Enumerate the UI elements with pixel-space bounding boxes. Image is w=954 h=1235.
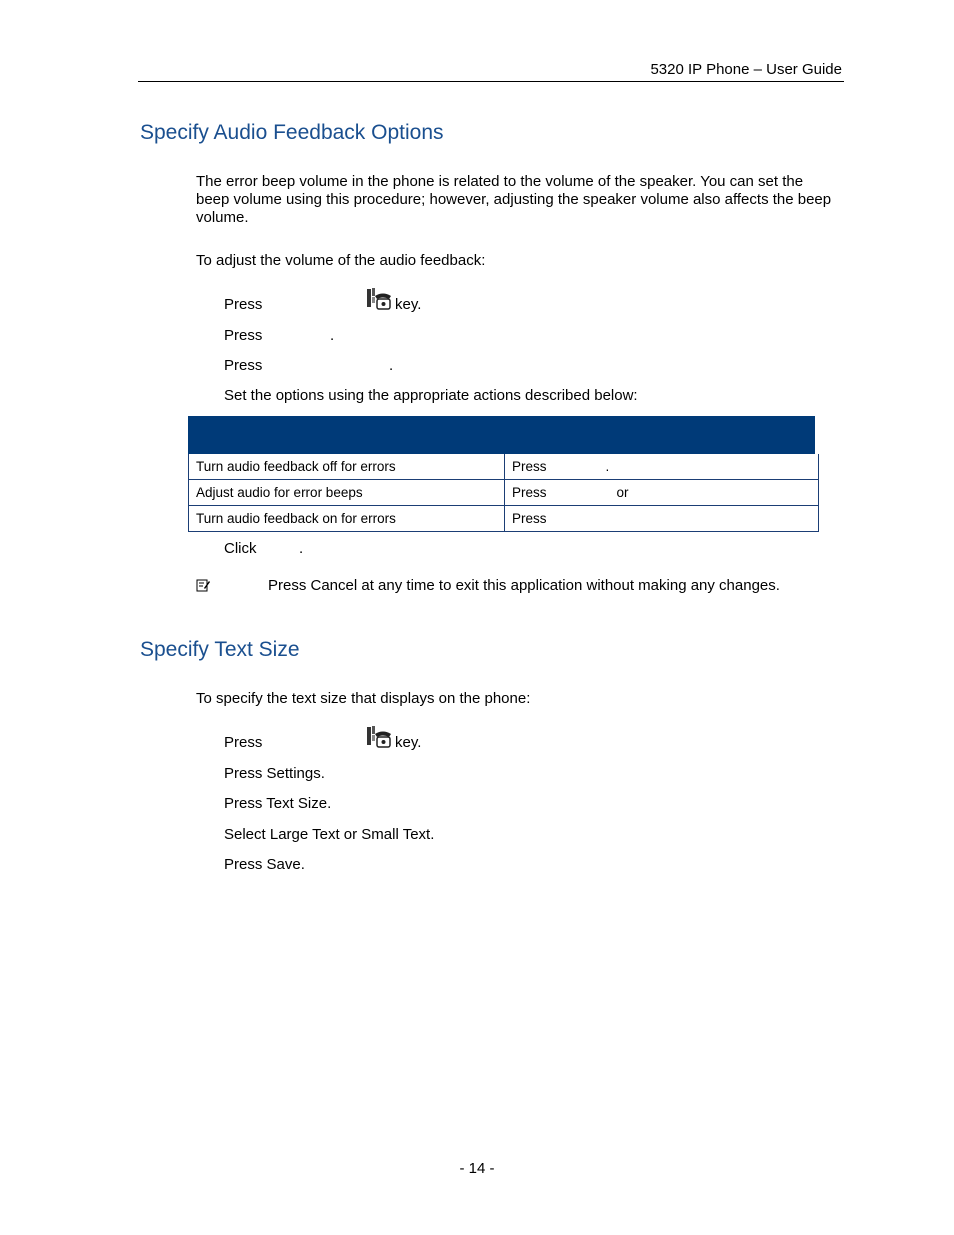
audio-feedback-intro: To adjust the volume of the audio feedback: bbox=[196, 252, 486, 269]
option-cell: Turn audio feedback off for errors bbox=[189, 454, 505, 480]
header-divider bbox=[138, 81, 844, 82]
table-header-cell bbox=[505, 417, 819, 454]
action-cell bbox=[505, 480, 819, 506]
step-3-period: . bbox=[389, 357, 394, 374]
step-2-press: Press bbox=[224, 327, 263, 344]
text-size-intro: To specify the text size that displays on the phone: bbox=[196, 690, 531, 707]
section-heading-text-size: Specify Text Size bbox=[140, 638, 300, 661]
table-row bbox=[189, 506, 819, 532]
action-press: Press bbox=[512, 459, 547, 474]
table-header-cell bbox=[189, 417, 505, 454]
action-cell bbox=[505, 454, 819, 480]
step-1-press: Press bbox=[224, 296, 263, 313]
action-press: Press bbox=[512, 485, 547, 500]
note-text: Press Cancel at any time to exit this application without making any changes. bbox=[268, 577, 780, 594]
table-header-row bbox=[189, 417, 819, 454]
note-pencil-icon bbox=[196, 578, 210, 592]
step-5-click: Click bbox=[224, 540, 257, 557]
action-tail: . bbox=[605, 459, 610, 474]
option-cell: Turn audio feedback on for errors bbox=[189, 506, 505, 532]
option-cell: Adjust audio for error beeps bbox=[189, 480, 505, 506]
ts-step-5: Press Save. bbox=[224, 856, 305, 873]
section-heading-audio-feedback: Specify Audio Feedback Options bbox=[140, 121, 444, 144]
phone-handset-icon bbox=[366, 725, 392, 750]
step-4-text: Set the options using the appropriate actions described below: bbox=[224, 387, 638, 404]
action-cell bbox=[505, 506, 819, 532]
table-row bbox=[189, 454, 819, 480]
table-row bbox=[189, 480, 819, 506]
action-press: Press bbox=[512, 511, 547, 526]
ts-step-3: Press Text Size. bbox=[224, 795, 332, 812]
phone-handset-icon bbox=[366, 287, 392, 312]
step-3-press: Press bbox=[224, 357, 263, 374]
action-tail: or bbox=[616, 485, 629, 500]
audio-options-table bbox=[188, 416, 821, 532]
ts-step-2: Press Settings. bbox=[224, 765, 325, 782]
page-number: - 14 - bbox=[459, 1160, 495, 1177]
ts-step-1-key: key. bbox=[395, 734, 422, 751]
step-2-period: . bbox=[330, 327, 335, 344]
ts-step-4: Select Large Text or Small Text. bbox=[224, 826, 435, 843]
step-1-key: key. bbox=[395, 296, 422, 313]
audio-feedback-paragraph: The error beep volume in the phone is related to the volume of the speaker. You can set the beep volume using this procedure; however, adjusting the speaker volume also affects the beep volume. bbox=[196, 173, 832, 226]
step-5-period: . bbox=[299, 540, 304, 557]
running-header-title: 5320 IP Phone – User Guide bbox=[650, 61, 842, 78]
ts-step-1-press: Press bbox=[224, 734, 263, 751]
